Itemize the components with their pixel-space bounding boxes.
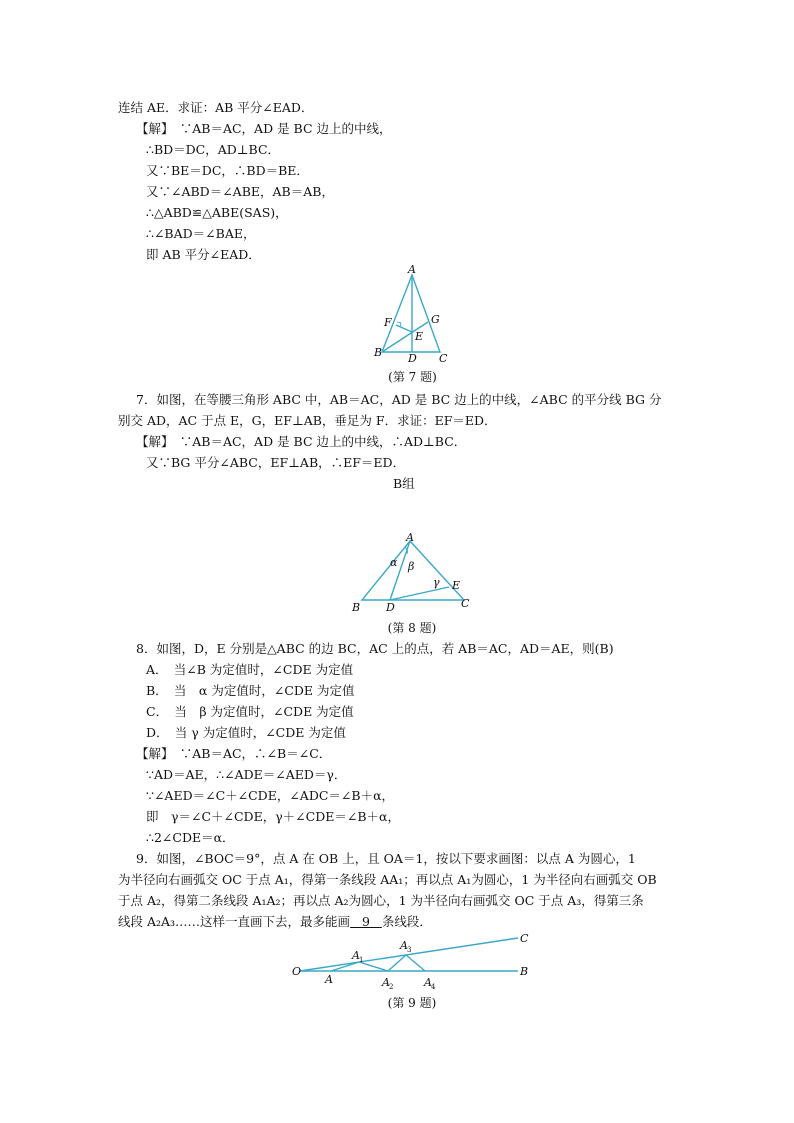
choice-a: A． 当∠B 为定值时，∠CDE 为定值 <box>146 662 354 677</box>
label-a: A <box>406 531 414 544</box>
label-gamma: γ <box>433 576 440 589</box>
label-a: A <box>408 263 416 276</box>
figure-9 <box>288 930 538 992</box>
text-line: 9．如图，∠BOC＝9°，点 A 在 OB 上，且 OA＝1，按以下要求画图：以点 A 为圆心，1 <box>136 851 636 866</box>
zigzag-segments <box>331 955 425 971</box>
choice-d: D． 当 γ 为定值时，∠CDE 为定值 <box>146 725 346 740</box>
label-a: A <box>325 973 333 986</box>
text-line <box>118 914 432 930</box>
choice-c: C． 当 β 为定值时，∠CDE 为定值 <box>146 704 354 719</box>
label-e: E <box>452 579 461 592</box>
text-line: 【解】 ∵AB＝AC，AD 是 BC 边上的中线，∴AD⊥BC． <box>136 434 467 449</box>
label-a3: A <box>400 939 408 952</box>
label-b: B <box>352 601 361 614</box>
section-title: B组 <box>393 476 415 491</box>
label-d: D <box>386 601 395 614</box>
text-line: 为半径向右画弧交 OC 于点 A₁，得第一条线段 AA₁；再以点 A₁为圆心，1 为半径向右画弧交 OB <box>118 872 657 887</box>
figure-8 <box>348 530 476 616</box>
label-b: B <box>374 346 383 359</box>
text-line: 【解】 ∵AB＝AC，AD 是 BC 边上的中线， <box>136 121 392 136</box>
label-a4: A <box>424 976 432 989</box>
label-e: E <box>415 330 424 343</box>
label-a1-sub: 1 <box>359 956 364 964</box>
answer-blank <box>350 914 382 929</box>
text-line: ∴2∠CDE＝α． <box>146 830 235 845</box>
label-f: F <box>384 316 392 329</box>
ray-oc <box>300 938 518 971</box>
text-line: 于点 A₂，得第二条线段 A₁A₂；再以点 A₂为圆心，1 为半径向右画弧交 OC 于点 A₃，得第三条 <box>118 893 644 908</box>
segment-de <box>390 587 449 600</box>
text-line: ∴BD＝DC，AD⊥BC． <box>146 142 281 157</box>
figure-9-caption: (第 9 题) <box>387 996 437 1010</box>
label-d: D <box>408 352 417 365</box>
label-g: G <box>431 313 440 326</box>
text-line: 又∵BG 平分∠ABC，EF⊥AB，∴EF＝ED． <box>146 455 406 470</box>
text-line: 别交 AD，AC 于点 E，G，EF⊥AB，垂足为 F．求证：EF＝ED． <box>118 413 497 428</box>
text-fragment: 线段 A₂A₃……这样一直画下去，最多能画 <box>118 914 351 929</box>
label-a3-sub: 3 <box>407 946 412 954</box>
text-line: 连结 AE．求证：AB 平分∠EAD． <box>118 100 314 115</box>
label-a2-sub: 2 <box>389 983 394 991</box>
text-line: 7．如图，在等腰三角形 ABC 中，AB＝AC，AD 是 BC 边上的中线，∠ABC 的平分线 BG 分 <box>136 392 662 407</box>
label-beta: β <box>408 560 415 573</box>
choice-b: B． 当 α 为定值时，∠CDE 为定值 <box>146 683 355 698</box>
text-line: 8．如图，D，E 分别是△ABC 的边 BC，AC 上的点，若 AB＝AC，AD＝AE，则(B) <box>136 641 614 656</box>
text-line: 【解】 ∵AB＝AC，∴∠B＝∠C． <box>136 746 332 761</box>
text-line: 即 AB 平分∠EAD． <box>146 247 261 262</box>
label-o: O <box>292 965 302 978</box>
text-line: 又∵BE＝DC，∴BD＝BE． <box>146 163 309 178</box>
label-a1: A <box>352 949 360 962</box>
label-b: B <box>520 965 529 978</box>
label-c: C <box>439 352 448 365</box>
text-line: ∵∠AED＝∠C＋∠CDE，∠ADC＝∠B＋α， <box>146 788 395 803</box>
label-a2: A <box>382 976 390 989</box>
label-c: C <box>520 932 529 945</box>
text-line: 即 γ＝∠C＋∠CDE，γ＋∠CDE＝∠B＋α， <box>146 809 400 824</box>
text-fragment: 条线段． <box>381 914 432 929</box>
label-a4-sub: 4 <box>431 983 436 991</box>
label-c: C <box>461 597 470 610</box>
figure-7 <box>370 262 455 366</box>
segment-ef <box>396 325 412 332</box>
text-line: ∴∠BAD＝∠BAE， <box>146 226 256 241</box>
text-line: ∴△ABD≌△ABE(SAS)， <box>146 205 288 220</box>
label-alpha: α <box>390 556 398 569</box>
text-line: ∵AD＝AE，∴∠ADE＝∠AED＝γ． <box>146 767 347 782</box>
figure-7-caption: (第 7 题) <box>388 370 437 384</box>
figure-8-caption: (第 8 题) <box>387 621 437 635</box>
answer-value: 9 <box>361 914 370 929</box>
text-line: 又∵∠ABD＝∠ABE，AB＝AB， <box>146 184 334 199</box>
